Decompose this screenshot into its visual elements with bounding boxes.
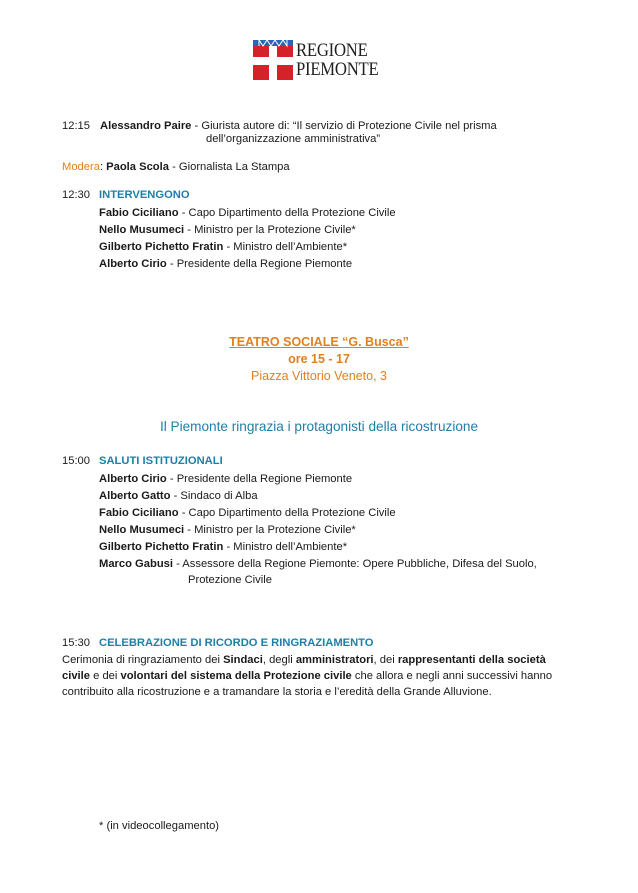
greetings-speaker: [99, 557, 537, 571]
celebration-title: CELEBRAZIONE DI RICORDO E RINGRAZIAMENTO: [99, 637, 374, 649]
speaker-name: Gilberto Pichetto Fratin: [99, 241, 224, 253]
speaker-role: - Capo Dipartimento della Protezione Civile: [181, 507, 396, 519]
speaker-name: Alberto Cirio: [99, 258, 167, 270]
speaker-role: - Capo Dipartimento della Protezione Civile: [181, 207, 396, 219]
moderator-role: - Giornalista La Stampa: [172, 161, 290, 173]
speaker-name: Fabio Ciciliano: [99, 207, 179, 219]
footnote: * (in videocollegamento): [99, 820, 220, 832]
text-fragment: , degli: [262, 654, 296, 666]
celebration-text-line-1: [62, 653, 546, 667]
logo-text-regione: REGIONE: [296, 40, 368, 61]
text-fragment: , dei: [373, 654, 398, 666]
speaker-name: Alessandro Paire: [100, 120, 192, 132]
text-bold-fragment: Sindaci: [223, 654, 263, 666]
speaker-role-continuation: Protezione Civile: [188, 574, 272, 586]
time-1530: 15:30: [62, 637, 90, 649]
moderator-label: Modera: [62, 161, 100, 173]
text-bold-fragment: amministratori: [295, 654, 374, 666]
speaker-role: - Assessore della Regione Piemonte: Opere Pubbliche, Difesa del Suolo,: [176, 558, 537, 570]
moderator-name: Paola Scola: [106, 161, 169, 173]
speaker-name: Gilberto Pichetto Fratin: [99, 541, 224, 553]
speaker-name: Fabio Ciciliano: [99, 507, 179, 519]
celebration-text-line-3: contribuito alla ricostruzione e a tramandare la storia e l’eredità della Grande Alluvione.: [62, 686, 492, 698]
piemonte-coat-of-arms-icon: [253, 40, 293, 80]
speaker-role: - Giurista autore di: “Il servizio di Protezione Civile nel prisma: [194, 120, 497, 132]
panel-speaker: [99, 223, 356, 237]
venue-hours: ore 15 - 17: [288, 352, 350, 366]
speaker-role: - Presidente della Regione Piemonte: [169, 473, 353, 485]
moderator-line: [62, 160, 290, 174]
greetings-title: SALUTI ISTITUZIONALI: [99, 455, 223, 467]
text-fragment: Cerimonia di ringraziamento dei: [62, 654, 224, 666]
speaker-role: - Presidente della Regione Piemonte: [169, 258, 353, 270]
speaker-role: - Ministro dell’Ambiente*: [226, 241, 348, 253]
speaker-name: Alberto Cirio: [99, 473, 167, 485]
greetings-speaker: [99, 472, 352, 486]
regione-piemonte-logo: [253, 40, 393, 80]
text-bold-fragment: civile: [62, 670, 90, 682]
greetings-speaker: [99, 489, 258, 503]
speaker-role: - Ministro per la Protezione Civile*: [187, 524, 356, 536]
speaker-name: Nello Musumeci: [99, 524, 185, 536]
time-1230: 12:30: [62, 189, 90, 201]
panel-speaker: [99, 206, 396, 220]
speaker-name: Nello Musumeci: [99, 224, 185, 236]
speaker-role: - Ministro dell’Ambiente*: [226, 541, 348, 553]
section-title: Il Piemonte ringrazia i protagonisti della ricostruzione: [159, 419, 479, 434]
venue-name: TEATRO SOCIALE “G. Busca”: [229, 335, 409, 349]
panel-speaker: [99, 257, 352, 271]
panel-title: INTERVENGONO: [99, 189, 190, 201]
text-bold-fragment: volontari del sistema della Protezione civile: [120, 670, 352, 682]
greetings-speaker: [99, 506, 396, 520]
talk-line-2: dell’organizzazione amministrativa”: [206, 133, 381, 145]
greetings-speaker: [99, 523, 356, 537]
text-bold-fragment: rappresentanti della società: [397, 654, 546, 666]
speaker-role: - Ministro per la Protezione Civile*: [187, 224, 356, 236]
talk-line-1: [100, 119, 497, 133]
logo-text-piemonte: PIEMONTE: [296, 59, 379, 80]
greetings-speaker: [99, 540, 347, 554]
speaker-role: - Sindaco di Alba: [173, 490, 258, 502]
panel-speaker: [99, 240, 347, 254]
text-fragment: che allora e negli anni successivi hanno: [351, 670, 553, 682]
speaker-name: Marco Gabusi: [99, 558, 173, 570]
time-1215: 12:15: [62, 120, 90, 132]
text-fragment: e dei: [90, 670, 121, 682]
celebration-text-line-2: [62, 669, 552, 683]
moderator-colon: :: [99, 161, 104, 173]
time-1500: 15:00: [62, 455, 90, 467]
venue-address: Piazza Vittorio Veneto, 3: [251, 369, 387, 383]
speaker-name: Alberto Gatto: [99, 490, 171, 502]
